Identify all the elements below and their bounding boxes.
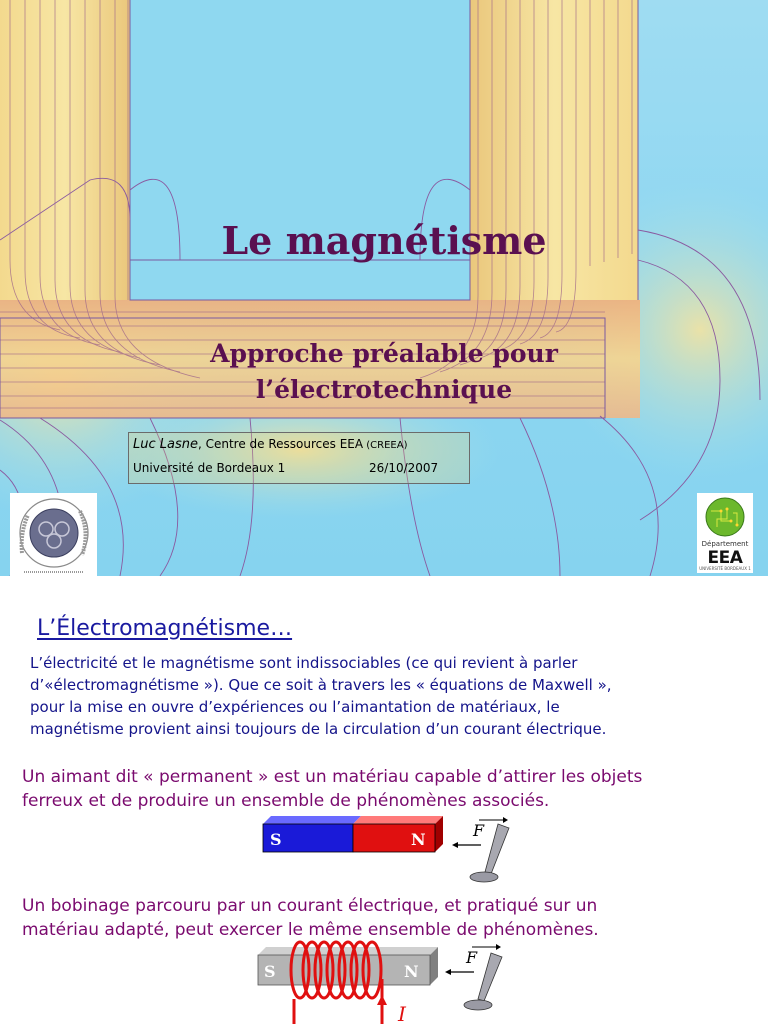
presentation-date: 26/10/2007 — [369, 461, 439, 475]
magnet-south-top — [263, 816, 361, 824]
nail-shaft — [478, 953, 502, 1001]
author-center-abbr: (CREEA) — [363, 440, 408, 451]
creea-logo — [10, 493, 97, 576]
core-south-label: S — [264, 962, 276, 981]
magnet-description — [22, 765, 762, 813]
content-slide — [0, 576, 768, 1024]
intro-line: L’électricité et le magnétisme sont indissociables (ce qui revient à parler — [30, 654, 578, 672]
author-line — [133, 437, 407, 452]
intro-paragraph — [30, 652, 760, 740]
intro-line: pour la mise en ouvre d’expériences ou l’aimantation de matériaux, le — [30, 698, 560, 716]
university-name: Université de Bordeaux 1 — [133, 461, 286, 475]
logo-eea-label: EEA — [707, 548, 743, 568]
slide-title: Le magnétisme — [221, 218, 547, 263]
author-name: Luc Lasne — [133, 437, 198, 452]
force-arrow-head — [452, 842, 458, 848]
magnet-north-top — [353, 816, 443, 824]
current-arrow-head — [377, 995, 387, 1005]
coil-line: matériau adapté, peut exercer le même ensemble de phénomènes. — [22, 920, 599, 940]
magnet-line: ferreux et de produire un ensemble de phénomènes associés. — [22, 791, 550, 811]
subtitle-line-2: l’électrotechnique — [255, 375, 513, 404]
subtitle-line-1: Approche préalable pour — [210, 339, 558, 368]
content-slide-title: L’Électromagnétisme… — [37, 616, 293, 641]
core-top — [258, 947, 438, 955]
coil-line: Un bobinage parcouru par un courant électrique, et pratiqué sur un — [22, 896, 598, 916]
nail-head — [464, 1000, 492, 1010]
force-label: F — [473, 821, 485, 840]
creea-emblem-icon — [10, 493, 97, 576]
intro-line: magnétisme provient ainsi toujours de la circulation d’un courant électrique. — [30, 720, 607, 738]
nail-head — [470, 872, 498, 882]
magnet-line: Un aimant dit « permanent » est un matériau capable d’attirer les objets — [22, 767, 643, 787]
force-arrow-head — [445, 969, 451, 975]
logo-university-label: UNIVERSITÉ BORDEAUX 1 — [699, 566, 751, 571]
magnet-south-label: S — [270, 830, 282, 849]
circuit-globe-icon — [697, 493, 753, 539]
eea-department-logo — [697, 493, 753, 573]
force-vector-head — [503, 817, 508, 823]
logo-department-label: Département — [701, 540, 749, 548]
electromagnet-figure — [250, 939, 520, 1024]
author-center: , Centre de Ressources EEA — [197, 437, 364, 451]
magnet-north-label: N — [411, 830, 426, 849]
author-box — [128, 432, 470, 484]
core-north-label: N — [404, 962, 419, 981]
nail-shaft — [485, 824, 509, 874]
force-label: F — [466, 948, 478, 967]
current-label: I — [398, 1002, 406, 1024]
coil-description — [22, 894, 762, 942]
intro-line: d’«électromagnétisme »). Que ce soit à travers les « équations de Maxwell », — [30, 676, 612, 694]
force-vector-head — [496, 944, 501, 950]
slide-subtitle — [0, 336, 768, 408]
